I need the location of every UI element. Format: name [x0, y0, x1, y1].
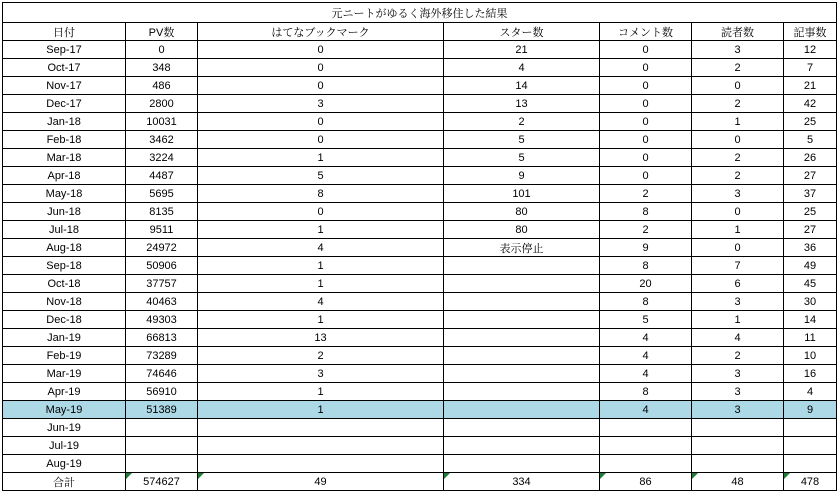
cell-hatena-bookmark[interactable]: 3	[198, 365, 444, 383]
total-articles[interactable]: 478	[784, 473, 837, 491]
cell-comments[interactable]: 0	[600, 77, 692, 95]
cell-stars[interactable]: 13	[444, 95, 600, 113]
cell-stars[interactable]	[444, 329, 600, 347]
cell-date[interactable]: May-19	[3, 401, 126, 419]
cell-readers[interactable]: 7	[692, 257, 784, 275]
table-title[interactable]: 元ニートがゆるく海外移住した結果	[3, 3, 837, 23]
cell-comments[interactable]: 0	[600, 167, 692, 185]
stats-table	[2, 2, 837, 491]
cell-comments[interactable]: 4	[600, 401, 692, 419]
cell-articles[interactable]	[784, 419, 837, 437]
cell-articles[interactable]: 10	[784, 347, 837, 365]
cell-comments[interactable]: 0	[600, 131, 692, 149]
cell-comments[interactable]: 4	[600, 329, 692, 347]
cell-stars[interactable]: 4	[444, 59, 600, 77]
cell-date[interactable]: Apr-19	[3, 383, 126, 401]
cell-pv[interactable]: 40463	[126, 293, 198, 311]
cell-stars[interactable]	[444, 293, 600, 311]
cell-readers[interactable]: 6	[692, 275, 784, 293]
cell-readers[interactable]: 3	[692, 41, 784, 59]
cell-readers[interactable]: 1	[692, 113, 784, 131]
header-stars[interactable]: スター数	[444, 23, 600, 41]
table-row	[3, 257, 837, 275]
cell-stars[interactable]	[444, 455, 600, 473]
cell-readers[interactable]: 3	[692, 185, 784, 203]
cell-pv[interactable]: 0	[126, 41, 198, 59]
cell-hatena-bookmark[interactable]: 0	[198, 203, 444, 221]
cell-articles[interactable]: 9	[784, 401, 837, 419]
table-row	[3, 77, 837, 95]
cell-date[interactable]: Aug-18	[3, 239, 126, 257]
cell-pv[interactable]: 50906	[126, 257, 198, 275]
cell-hatena-bookmark[interactable]: 4	[198, 239, 444, 257]
cell-date[interactable]: Sep-17	[3, 41, 126, 59]
cell-stars[interactable]	[444, 419, 600, 437]
cell-pv[interactable]: 56910	[126, 383, 198, 401]
cell-pv[interactable]: 51389	[126, 401, 198, 419]
table-row	[3, 131, 837, 149]
totals-row	[3, 473, 837, 491]
cell-articles[interactable]: 45	[784, 275, 837, 293]
cell-articles[interactable]: 4	[784, 383, 837, 401]
header-comments[interactable]: コメント数	[600, 23, 692, 41]
cell-readers[interactable]: 2	[692, 95, 784, 113]
cell-hatena-bookmark[interactable]: 0	[198, 59, 444, 77]
table-row	[3, 185, 837, 203]
table-row	[3, 113, 837, 131]
cell-hatena-bookmark[interactable]: 0	[198, 41, 444, 59]
cell-stars[interactable]: 80	[444, 221, 600, 239]
table-row	[3, 383, 837, 401]
total-hatena-bookmark[interactable]: 49	[198, 473, 444, 491]
table-row	[3, 221, 837, 239]
cell-articles[interactable]: 27	[784, 167, 837, 185]
header-pv[interactable]: PV数	[126, 23, 198, 41]
cell-pv[interactable]: 486	[126, 77, 198, 95]
cell-date[interactable]: Oct-18	[3, 275, 126, 293]
table-row	[3, 347, 837, 365]
cell-articles[interactable]: 30	[784, 293, 837, 311]
cell-hatena-bookmark[interactable]: 8	[198, 185, 444, 203]
table-row	[3, 203, 837, 221]
cell-comments[interactable]: 0	[600, 95, 692, 113]
cell-pv[interactable]	[126, 455, 198, 473]
header-hatena-bookmark[interactable]: はてなブックマーク	[198, 23, 444, 41]
cell-comments[interactable]	[600, 419, 692, 437]
cell-comments[interactable]: 8	[600, 203, 692, 221]
cell-date[interactable]: Nov-17	[3, 77, 126, 95]
cell-stars[interactable]: 14	[444, 77, 600, 95]
cell-date[interactable]: Jul-19	[3, 437, 126, 455]
cell-comments[interactable]: 20	[600, 275, 692, 293]
table-row	[3, 293, 837, 311]
cell-date[interactable]: Feb-18	[3, 131, 126, 149]
table-row	[3, 311, 837, 329]
cell-comments[interactable]: 9	[600, 239, 692, 257]
cell-pv[interactable]: 2800	[126, 95, 198, 113]
total-pv[interactable]: 574627	[126, 473, 198, 491]
table-row	[3, 437, 837, 455]
table-row	[3, 365, 837, 383]
cell-comments[interactable]: 5	[600, 311, 692, 329]
cell-stars[interactable]	[444, 311, 600, 329]
spreadsheet	[2, 2, 837, 491]
cell-stars[interactable]: 5	[444, 149, 600, 167]
cell-articles[interactable]: 49	[784, 257, 837, 275]
cell-readers[interactable]: 3	[692, 401, 784, 419]
cell-comments[interactable]: 2	[600, 221, 692, 239]
cell-stars[interactable]	[444, 401, 600, 419]
cell-readers[interactable]: 1	[692, 221, 784, 239]
cell-hatena-bookmark[interactable]: 0	[198, 131, 444, 149]
cell-date[interactable]: May-18	[3, 185, 126, 203]
total-label[interactable]: 合計	[3, 473, 126, 491]
table-row	[3, 419, 837, 437]
cell-articles[interactable]: 26	[784, 149, 837, 167]
cell-hatena-bookmark[interactable]: 0	[198, 77, 444, 95]
cell-hatena-bookmark[interactable]: 2	[198, 347, 444, 365]
cell-readers[interactable]: 0	[692, 239, 784, 257]
cell-readers[interactable]: 1	[692, 311, 784, 329]
cell-pv[interactable]: 10031	[126, 113, 198, 131]
cell-date[interactable]: Jun-19	[3, 419, 126, 437]
cell-date[interactable]: Sep-18	[3, 257, 126, 275]
cell-pv[interactable]	[126, 437, 198, 455]
cell-comments[interactable]	[600, 437, 692, 455]
cell-pv[interactable]: 9511	[126, 221, 198, 239]
cell-stars[interactable]	[444, 383, 600, 401]
table-row	[3, 329, 837, 347]
cell-hatena-bookmark[interactable]: 1	[198, 311, 444, 329]
cell-readers[interactable]: 0	[692, 203, 784, 221]
cell-pv[interactable]: 8135	[126, 203, 198, 221]
cell-hatena-bookmark[interactable]: 1	[198, 401, 444, 419]
cell-date[interactable]: Apr-18	[3, 167, 126, 185]
cell-comments[interactable]: 0	[600, 59, 692, 77]
cell-comments[interactable]: 0	[600, 41, 692, 59]
cell-date[interactable]: Jan-18	[3, 113, 126, 131]
cell-pv[interactable]: 3462	[126, 131, 198, 149]
cell-comments[interactable]: 4	[600, 347, 692, 365]
cell-date[interactable]: Aug-19	[3, 455, 126, 473]
cell-pv[interactable]: 37757	[126, 275, 198, 293]
table-row	[3, 149, 837, 167]
cell-date[interactable]: Nov-18	[3, 293, 126, 311]
cell-hatena-bookmark[interactable]	[198, 419, 444, 437]
cell-comments[interactable]: 4	[600, 365, 692, 383]
table-row	[3, 455, 837, 473]
cell-date[interactable]: Jul-18	[3, 221, 126, 239]
table-row	[3, 41, 837, 59]
cell-hatena-bookmark[interactable]: 4	[198, 293, 444, 311]
cell-stars[interactable]: 表示停止	[444, 239, 600, 257]
cell-readers[interactable]: 3	[692, 383, 784, 401]
cell-pv[interactable]: 3224	[126, 149, 198, 167]
cell-articles[interactable]: 14	[784, 311, 837, 329]
cell-articles[interactable]: 36	[784, 239, 837, 257]
cell-readers[interactable]: 4	[692, 329, 784, 347]
cell-hatena-bookmark[interactable]	[198, 455, 444, 473]
cell-hatena-bookmark[interactable]: 1	[198, 149, 444, 167]
cell-pv[interactable]: 4487	[126, 167, 198, 185]
cell-stars[interactable]: 9	[444, 167, 600, 185]
cell-pv[interactable]	[126, 419, 198, 437]
cell-pv[interactable]: 74646	[126, 365, 198, 383]
cell-pv[interactable]: 5695	[126, 185, 198, 203]
cell-readers[interactable]: 2	[692, 347, 784, 365]
header-articles[interactable]: 記事数	[784, 23, 837, 41]
cell-date[interactable]: Jan-19	[3, 329, 126, 347]
cell-articles[interactable]: 16	[784, 365, 837, 383]
cell-stars[interactable]	[444, 437, 600, 455]
cell-stars[interactable]: 2	[444, 113, 600, 131]
cell-articles[interactable]	[784, 437, 837, 455]
cell-hatena-bookmark[interactable]: 3	[198, 95, 444, 113]
cell-hatena-bookmark[interactable]	[198, 437, 444, 455]
cell-pv[interactable]: 73289	[126, 347, 198, 365]
cell-pv[interactable]: 348	[126, 59, 198, 77]
cell-date[interactable]: Mar-18	[3, 149, 126, 167]
cell-readers[interactable]	[692, 437, 784, 455]
table-row	[3, 401, 837, 419]
cell-readers[interactable]: 2	[692, 167, 784, 185]
header-date[interactable]: 日付	[3, 23, 126, 41]
cell-comments[interactable]: 0	[600, 149, 692, 167]
cell-articles[interactable]: 25	[784, 203, 837, 221]
cell-comments[interactable]: 8	[600, 257, 692, 275]
cell-comments[interactable]	[600, 455, 692, 473]
cell-stars[interactable]: 21	[444, 41, 600, 59]
cell-articles[interactable]: 27	[784, 221, 837, 239]
header-readers[interactable]: 読者数	[692, 23, 784, 41]
cell-readers[interactable]: 2	[692, 59, 784, 77]
cell-date[interactable]: Mar-19	[3, 365, 126, 383]
cell-stars[interactable]: 80	[444, 203, 600, 221]
table-row	[3, 167, 837, 185]
cell-stars[interactable]	[444, 257, 600, 275]
cell-hatena-bookmark[interactable]: 1	[198, 275, 444, 293]
cell-stars[interactable]	[444, 365, 600, 383]
cell-date[interactable]: Oct-17	[3, 59, 126, 77]
cell-readers[interactable]: 3	[692, 293, 784, 311]
cell-articles[interactable]	[784, 455, 837, 473]
cell-stars[interactable]: 101	[444, 185, 600, 203]
header-row	[3, 23, 837, 41]
cell-readers[interactable]	[692, 455, 784, 473]
cell-articles[interactable]: 7	[784, 59, 837, 77]
cell-date[interactable]: Dec-17	[3, 95, 126, 113]
cell-hatena-bookmark[interactable]: 13	[198, 329, 444, 347]
cell-readers[interactable]: 0	[692, 131, 784, 149]
cell-comments[interactable]: 8	[600, 293, 692, 311]
total-comments[interactable]: 86	[600, 473, 692, 491]
cell-date[interactable]: Jun-18	[3, 203, 126, 221]
cell-hatena-bookmark[interactable]: 1	[198, 383, 444, 401]
table-row	[3, 59, 837, 77]
cell-articles[interactable]: 42	[784, 95, 837, 113]
table-row	[3, 95, 837, 113]
cell-articles[interactable]: 25	[784, 113, 837, 131]
cell-pv[interactable]: 24972	[126, 239, 198, 257]
table-row	[3, 239, 837, 257]
cell-readers[interactable]: 2	[692, 149, 784, 167]
cell-stars[interactable]: 5	[444, 131, 600, 149]
cell-comments[interactable]: 2	[600, 185, 692, 203]
cell-hatena-bookmark[interactable]: 5	[198, 167, 444, 185]
cell-date[interactable]: Feb-19	[3, 347, 126, 365]
cell-pv[interactable]: 66813	[126, 329, 198, 347]
cell-readers[interactable]: 0	[692, 77, 784, 95]
title-row	[3, 3, 837, 23]
cell-comments[interactable]: 8	[600, 383, 692, 401]
cell-articles[interactable]: 11	[784, 329, 837, 347]
cell-readers[interactable]: 3	[692, 365, 784, 383]
cell-articles[interactable]: 5	[784, 131, 837, 149]
cell-readers[interactable]	[692, 419, 784, 437]
cell-hatena-bookmark[interactable]: 0	[198, 113, 444, 131]
table-row	[3, 275, 837, 293]
cell-pv[interactable]: 49303	[126, 311, 198, 329]
total-stars[interactable]: 334	[444, 473, 600, 491]
cell-hatena-bookmark[interactable]: 1	[198, 221, 444, 239]
cell-comments[interactable]: 0	[600, 113, 692, 131]
cell-hatena-bookmark[interactable]: 1	[198, 257, 444, 275]
cell-stars[interactable]	[444, 347, 600, 365]
cell-stars[interactable]	[444, 275, 600, 293]
total-readers[interactable]: 48	[692, 473, 784, 491]
cell-articles[interactable]: 37	[784, 185, 837, 203]
cell-date[interactable]: Dec-18	[3, 311, 126, 329]
cell-articles[interactable]: 21	[784, 77, 837, 95]
cell-articles[interactable]: 12	[784, 41, 837, 59]
